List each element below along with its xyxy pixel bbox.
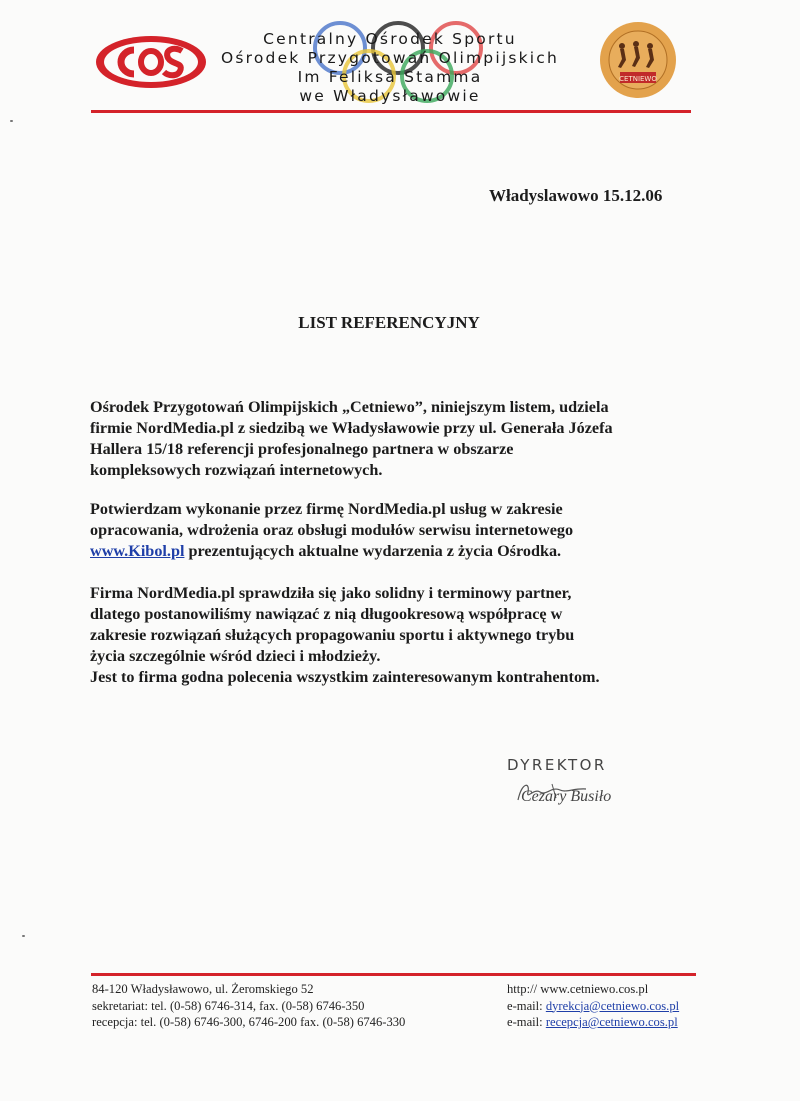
paragraph-line: firmie NordMedia.pl z siedzibą we Władysławowie przy ul. Generała Józefa: [90, 419, 613, 437]
letter-title: LIST REFERENCYJNY: [298, 313, 480, 332]
signatory-name: Cezary Busiło: [521, 788, 612, 805]
paragraph-line: kompleksowych rozwiązań internetowych.: [90, 461, 383, 479]
footer-reception: recepcja: tel. (0-58) 6746-300, 6746-200 fax. (0-58) 6746-330: [92, 1015, 406, 1029]
paragraph-line-rest: prezentujących aktualne wydarzenia z życia Ośrodka.: [184, 542, 562, 560]
email-label: e-mail:: [507, 998, 546, 1013]
kibol-website-link[interactable]: www.Kibol.pl: [90, 542, 185, 560]
paragraph-line: Ośrodek Przygotowań Olimpijskich „Cetniewo”, niniejszym listem, udziela: [90, 398, 609, 416]
email-label: e-mail:: [507, 1015, 546, 1029]
email-recepcja-link[interactable]: recepcja@cetniewo.cos.pl: [545, 1015, 678, 1029]
paragraph-1: [90, 397, 694, 481]
paragraph-line: [90, 541, 694, 562]
header-divider: [91, 110, 691, 113]
institution-line: Ośrodek Przygotowań Olimpijskich: [220, 49, 560, 67]
paragraph-line: Jest to firma godna polecenia wszystkim zainteresowanym kontrahentom.: [90, 668, 600, 686]
signatory-title: DYREKTOR: [507, 756, 607, 774]
paragraph-line: Firma NordMedia.pl sprawdziła się jako solidny i terminowy partner,: [90, 584, 572, 602]
footer-divider: [91, 973, 696, 976]
cos-logo: [94, 34, 208, 90]
cetniewo-seal-logo: [598, 20, 678, 100]
institution-name: [210, 30, 570, 106]
institution-line: we Władysławowie: [299, 87, 481, 105]
paragraph-line: dlatego postanowiliśmy nawiązać z nią długookresową współpracę w: [90, 605, 563, 623]
footer-email-row: [507, 998, 679, 1015]
paragraph-line: opracowania, wdrożenia oraz obsługi modułów serwisu internetowego: [90, 521, 574, 539]
institution-line: Centralny Ośrodek Sportu: [263, 30, 517, 48]
paragraph-line: zakresie rozwiązań służących propagowaniu sportu i aktywnego trybu: [90, 626, 575, 644]
paragraph-line: Potwierdzam wykonanie przez firmę NordMedia.pl usług w zakresie: [90, 500, 563, 518]
paragraph-3: [90, 583, 694, 688]
institution-line: Im Feliksa Stamma: [297, 68, 483, 86]
place-and-date: Władyslawowo 15.12.06: [489, 186, 663, 205]
footer-website[interactable]: http:// www.cetniewo.cos.pl: [507, 982, 649, 996]
footer-online: [507, 981, 679, 1031]
paragraph-line: Hallera 15/18 referencji profesjonalnego partnera w obszarze: [90, 440, 514, 458]
footer-address: 84-120 Władysławowo, ul. Żeromskiego 52: [92, 982, 314, 996]
scan-speck: [22, 935, 25, 937]
email-dyrekcja-link[interactable]: dyrekcja@cetniewo.cos.pl: [545, 998, 680, 1013]
footer-contact: [92, 981, 405, 1031]
scan-speck: [10, 120, 13, 122]
footer-secretariat: sekretariat: tel. (0-58) 6746-314, fax. (0-58) 6746-350: [92, 998, 365, 1013]
seal-label: CETNIEWO: [619, 75, 657, 83]
paragraph-2: [90, 499, 694, 562]
footer-email-row: [507, 1014, 679, 1031]
paragraph-line: życia szczególnie wśród dzieci i młodzieży.: [90, 647, 381, 665]
